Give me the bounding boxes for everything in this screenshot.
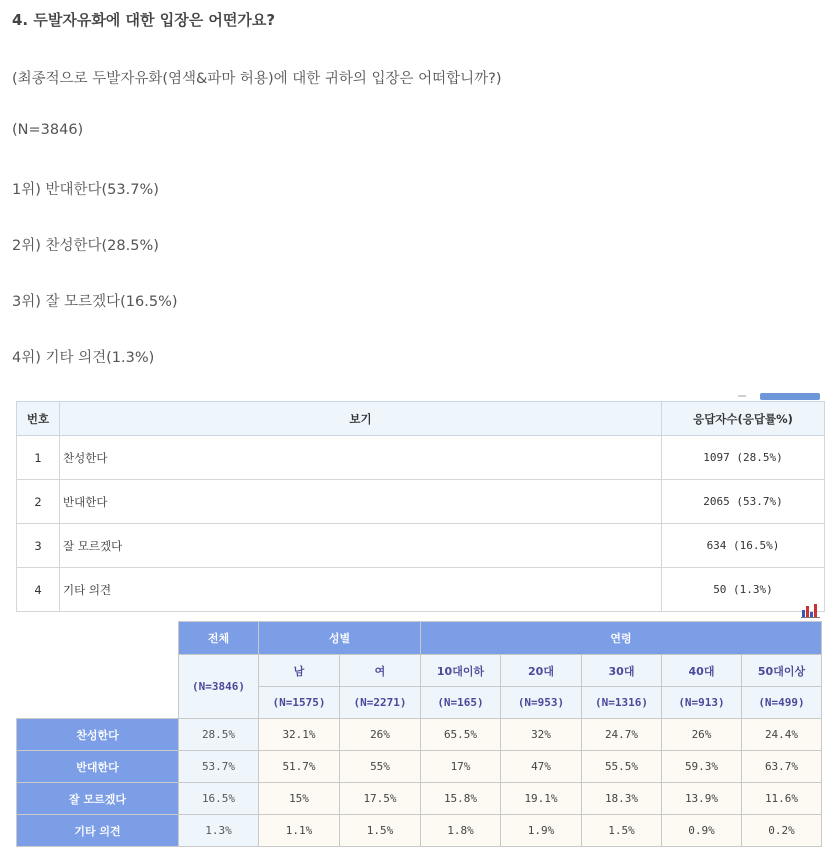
- value-cell: 13.9%: [662, 783, 742, 815]
- subgroup-label: 30대: [582, 655, 662, 687]
- subgroup-label: 40대: [662, 655, 742, 687]
- column-header: 번호: [17, 402, 60, 436]
- row-label: 반대한다: [17, 751, 179, 783]
- value-cell: 24.4%: [742, 719, 822, 751]
- row-number: 4: [17, 568, 60, 612]
- sample-size: (N=3846): [12, 122, 84, 138]
- crosstab-row: [17, 783, 822, 815]
- tab-button[interactable]: [760, 393, 820, 400]
- value-cell: 11.6%: [742, 783, 822, 815]
- value-cell: 0.9%: [662, 815, 742, 847]
- crosstab-row: [17, 751, 822, 783]
- value-cell: 1.5%: [582, 815, 662, 847]
- row-number: 1: [17, 436, 60, 480]
- results-table: [16, 401, 825, 612]
- value-cell: 19.1%: [501, 783, 582, 815]
- tab-divider: [738, 395, 746, 397]
- value-cell: 32%: [501, 719, 582, 751]
- row-number: 3: [17, 524, 60, 568]
- table-header-row: [17, 402, 825, 436]
- ranking-item: 3위) 잘 모르겠다(16.5%): [12, 294, 178, 310]
- value-cell: 26%: [340, 719, 421, 751]
- row-label: 찬성한다: [17, 719, 179, 751]
- row-label: 잘 모르겠다: [17, 783, 179, 815]
- crosstab-row: [17, 719, 822, 751]
- subgroup-label: 10대이하: [421, 655, 501, 687]
- ranking-item: 2위) 찬성한다(28.5%): [12, 238, 159, 254]
- value-cell: 15.8%: [421, 783, 501, 815]
- table-row: [17, 524, 825, 568]
- total-cell: 16.5%: [179, 783, 259, 815]
- total-cell: 28.5%: [179, 719, 259, 751]
- value-cell: 1.1%: [259, 815, 340, 847]
- column-header: 응답자수(응답률%): [662, 402, 825, 436]
- crosstab-row: [17, 815, 822, 847]
- ranking-item: 4위) 기타 의견(1.3%): [12, 350, 155, 366]
- value-cell: 55%: [340, 751, 421, 783]
- subgroup-label: 남: [259, 655, 340, 687]
- row-option: 기타 의견: [60, 568, 662, 612]
- bar-chart-icon[interactable]: [801, 604, 821, 618]
- subgroup-n: (N=2271): [340, 687, 421, 719]
- total-header: 전체: [179, 622, 259, 655]
- row-count: 1097 (28.5%): [662, 436, 825, 480]
- value-cell: 17%: [421, 751, 501, 783]
- row-count: 50 (1.3%): [662, 568, 825, 612]
- value-cell: 26%: [662, 719, 742, 751]
- subgroup-n: (N=953): [501, 687, 582, 719]
- value-cell: 15%: [259, 783, 340, 815]
- row-option: 반대한다: [60, 480, 662, 524]
- value-cell: 59.3%: [662, 751, 742, 783]
- crosstab-table: [16, 621, 822, 847]
- age-header: 연령: [421, 622, 822, 655]
- value-cell: 1.9%: [501, 815, 582, 847]
- value-cell: 1.8%: [421, 815, 501, 847]
- value-cell: 17.5%: [340, 783, 421, 815]
- subgroup-label: 여: [340, 655, 421, 687]
- value-cell: 55.5%: [582, 751, 662, 783]
- total-cell: 53.7%: [179, 751, 259, 783]
- value-cell: 32.1%: [259, 719, 340, 751]
- blank-cell: [17, 622, 179, 719]
- subgroup-n: (N=1575): [259, 687, 340, 719]
- value-cell: 63.7%: [742, 751, 822, 783]
- column-header: 보기: [60, 402, 662, 436]
- question-text: (최종적으로 두발자유화(염색&파마 허용)에 대한 귀하의 입장은 어떠합니까?): [12, 71, 502, 87]
- gender-header: 성별: [259, 622, 421, 655]
- table-row: [17, 436, 825, 480]
- subgroup-label: 20대: [501, 655, 582, 687]
- row-label: 기타 의견: [17, 815, 179, 847]
- value-cell: 18.3%: [582, 783, 662, 815]
- subgroup-n: (N=165): [421, 687, 501, 719]
- subgroup-label: 50대이상: [742, 655, 822, 687]
- value-cell: 51.7%: [259, 751, 340, 783]
- value-cell: 47%: [501, 751, 582, 783]
- page-title: 4. 두발자유화에 대한 입장은 어떤가요?: [12, 11, 276, 29]
- subgroup-n: (N=913): [662, 687, 742, 719]
- total-n: (N=3846): [179, 655, 259, 719]
- value-cell: 65.5%: [421, 719, 501, 751]
- row-option: 잘 모르겠다: [60, 524, 662, 568]
- table-row: [17, 480, 825, 524]
- subgroup-n: (N=499): [742, 687, 822, 719]
- row-number: 2: [17, 480, 60, 524]
- ranking-item: 1위) 반대한다(53.7%): [12, 182, 159, 198]
- total-cell: 1.3%: [179, 815, 259, 847]
- row-count: 2065 (53.7%): [662, 480, 825, 524]
- value-cell: 1.5%: [340, 815, 421, 847]
- value-cell: 0.2%: [742, 815, 822, 847]
- table-row: [17, 568, 825, 612]
- subgroup-n: (N=1316): [582, 687, 662, 719]
- crosstab-header-row: [17, 622, 822, 655]
- row-count: 634 (16.5%): [662, 524, 825, 568]
- value-cell: 24.7%: [582, 719, 662, 751]
- row-option: 찬성한다: [60, 436, 662, 480]
